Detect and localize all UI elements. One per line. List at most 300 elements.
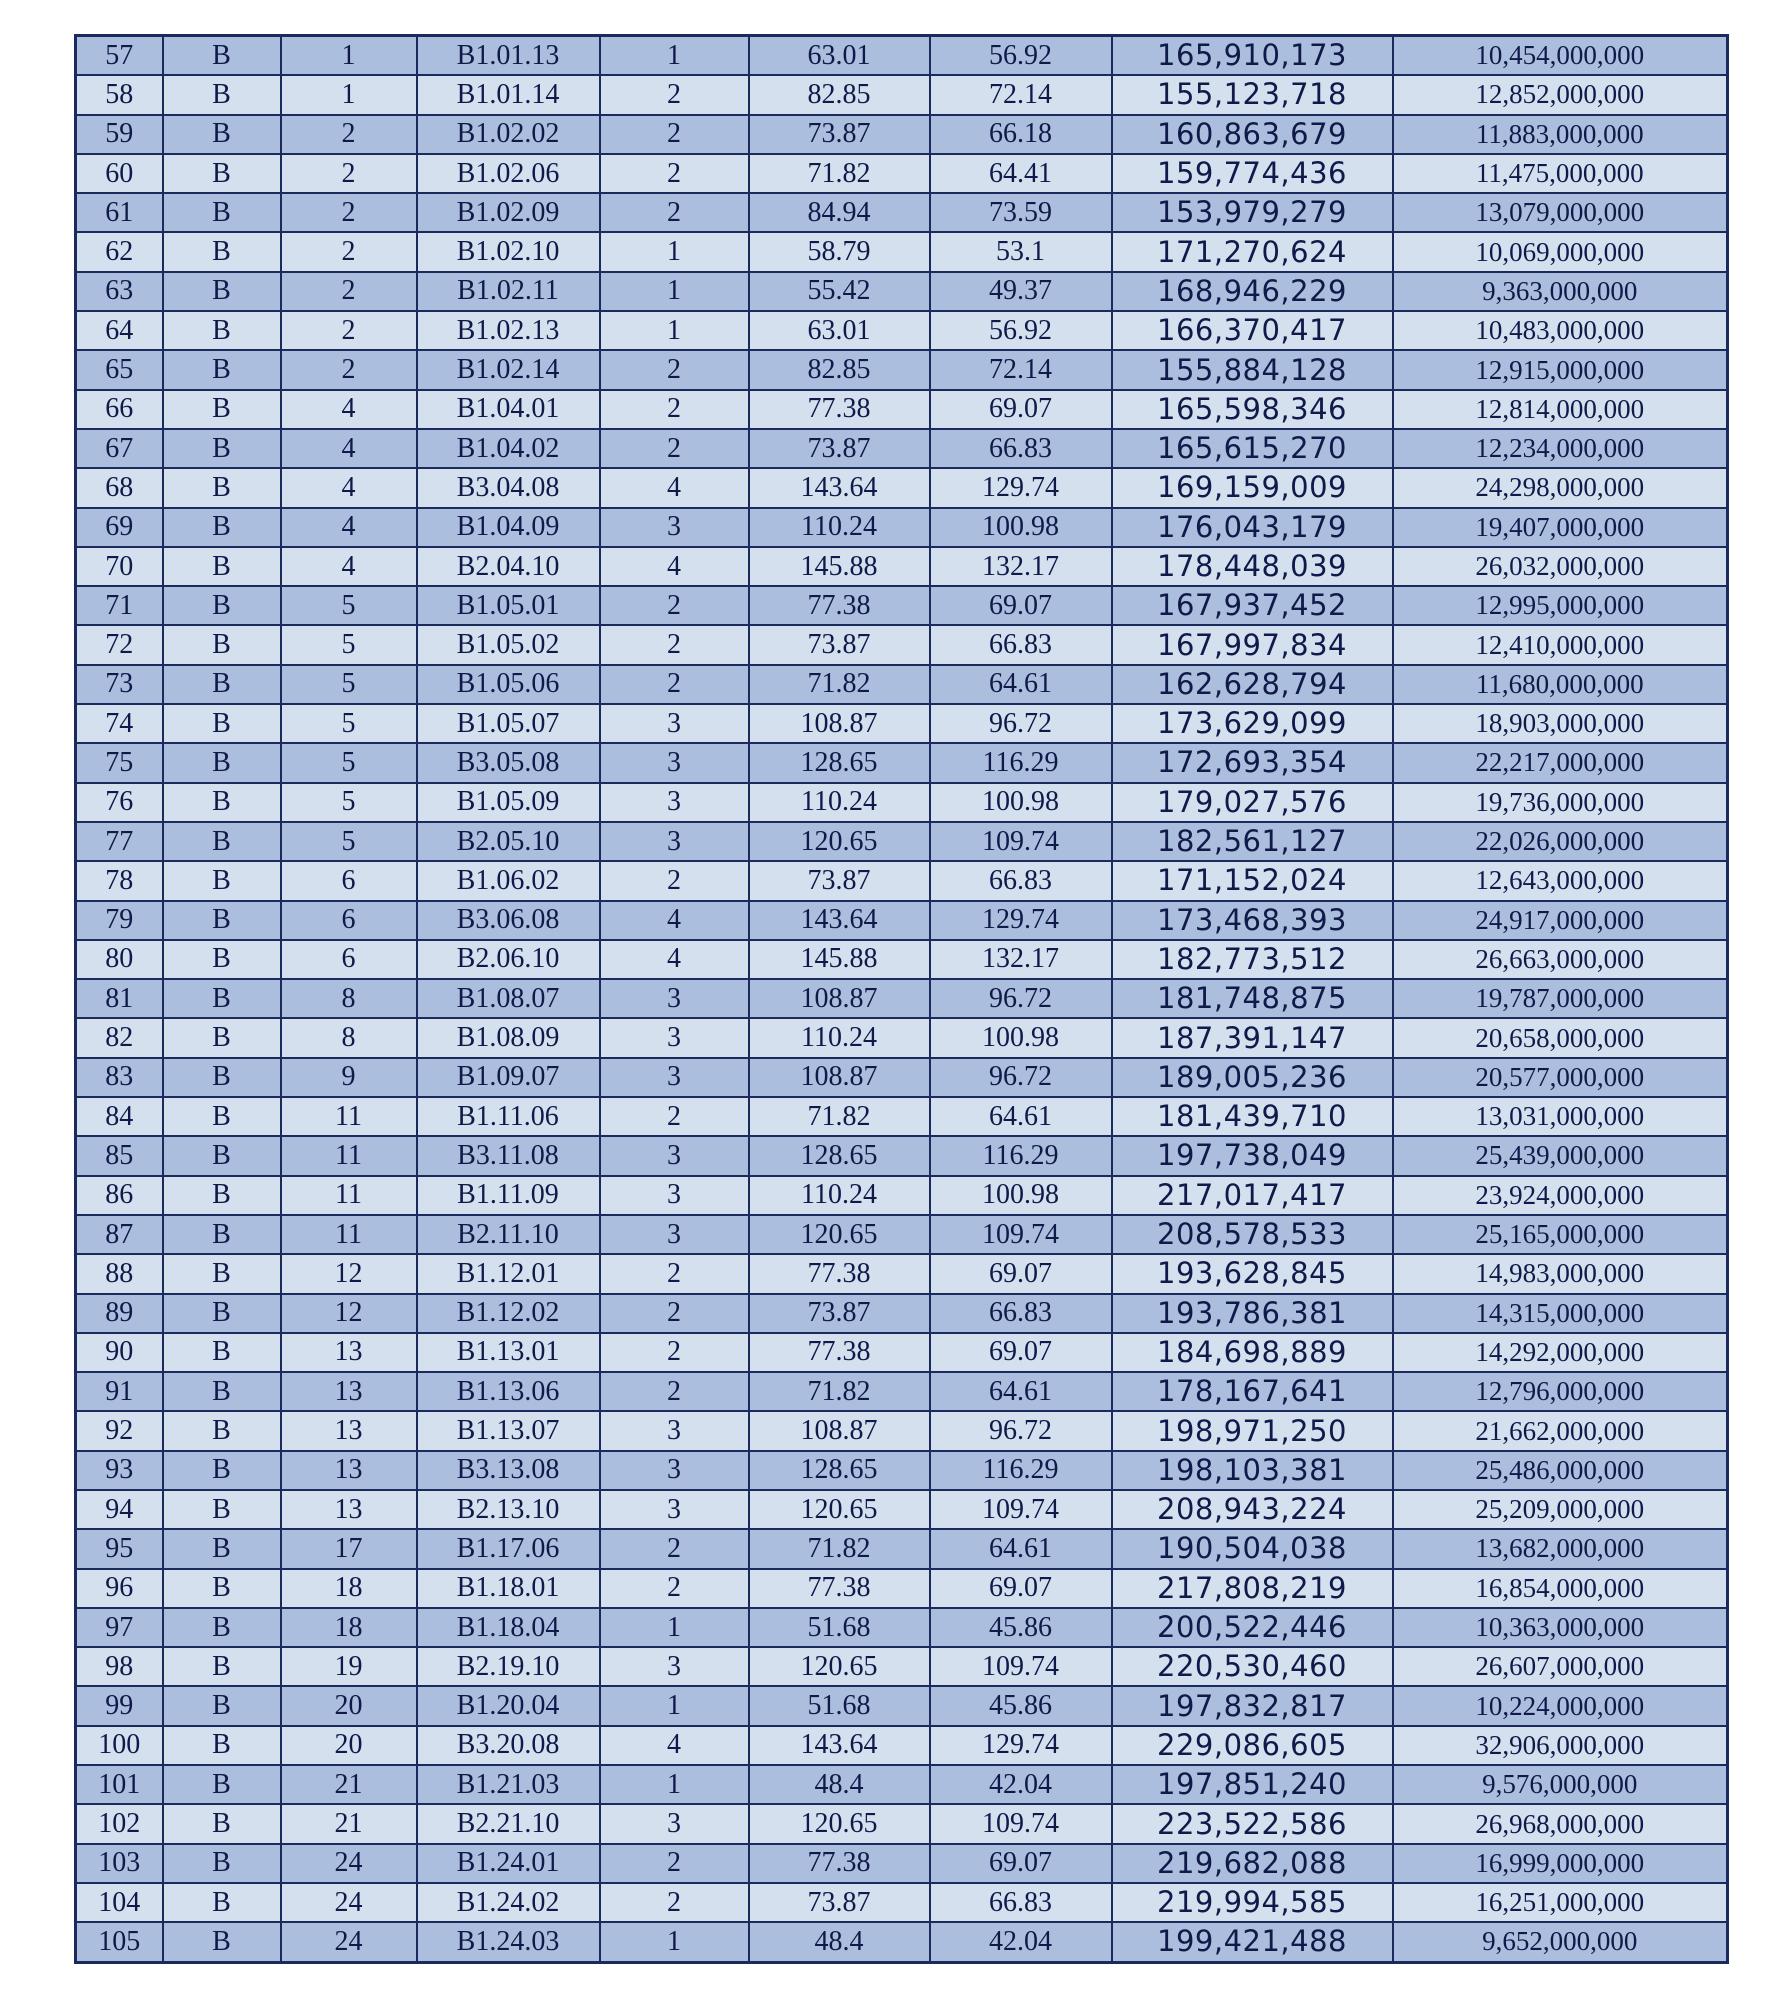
cell-bedrooms: 2 [600, 625, 749, 664]
cell-unit-price: 198,971,250 [1112, 1411, 1393, 1450]
cell-index: 104 [76, 1883, 163, 1922]
cell-floor: 5 [281, 704, 417, 743]
cell-net-area: 132.17 [930, 547, 1112, 586]
cell-floor: 5 [281, 783, 417, 822]
cell-index: 72 [76, 625, 163, 664]
cell-unit-code: B3.05.08 [417, 743, 600, 782]
cell-floor: 2 [281, 350, 417, 389]
cell-block: B [163, 1372, 281, 1411]
cell-total-price: 9,576,000,000 [1393, 1765, 1728, 1804]
table-row [76, 547, 1728, 586]
cell-bedrooms: 4 [600, 547, 749, 586]
cell-total-price: 24,298,000,000 [1393, 468, 1728, 507]
cell-unit-code: B3.13.08 [417, 1451, 600, 1490]
cell-total-price: 11,680,000,000 [1393, 665, 1728, 704]
cell-total-price: 19,736,000,000 [1393, 783, 1728, 822]
cell-index: 83 [76, 1058, 163, 1097]
cell-block: B [163, 1254, 281, 1293]
cell-unit-price: 172,693,354 [1112, 743, 1393, 782]
cell-net-area: 109.74 [930, 1804, 1112, 1843]
cell-block: B [163, 704, 281, 743]
cell-index: 58 [76, 75, 163, 114]
cell-floor: 8 [281, 1018, 417, 1057]
cell-bedrooms: 2 [600, 665, 749, 704]
cell-gross-area: 128.65 [749, 1136, 930, 1175]
cell-gross-area: 110.24 [749, 1018, 930, 1057]
cell-net-area: 64.61 [930, 1097, 1112, 1136]
cell-gross-area: 77.38 [749, 586, 930, 625]
cell-gross-area: 73.87 [749, 429, 930, 468]
cell-floor: 18 [281, 1608, 417, 1647]
cell-floor: 4 [281, 429, 417, 468]
cell-gross-area: 73.87 [749, 1294, 930, 1333]
cell-block: B [163, 1136, 281, 1175]
cell-block: B [163, 508, 281, 547]
cell-unit-code: B1.02.10 [417, 232, 600, 271]
cell-bedrooms: 3 [600, 1490, 749, 1529]
cell-net-area: 116.29 [930, 743, 1112, 782]
cell-total-price: 12,915,000,000 [1393, 350, 1728, 389]
cell-unit-price: 173,629,099 [1112, 704, 1393, 743]
cell-index: 102 [76, 1804, 163, 1843]
cell-bedrooms: 3 [600, 743, 749, 782]
cell-index: 95 [76, 1529, 163, 1568]
cell-total-price: 25,439,000,000 [1393, 1136, 1728, 1175]
cell-net-area: 53.1 [930, 232, 1112, 271]
cell-bedrooms: 3 [600, 1136, 749, 1175]
cell-gross-area: 120.65 [749, 1647, 930, 1686]
cell-gross-area: 48.4 [749, 1922, 930, 1962]
cell-bedrooms: 2 [600, 586, 749, 625]
cell-unit-price: 187,391,147 [1112, 1018, 1393, 1057]
cell-unit-price: 171,152,024 [1112, 861, 1393, 900]
cell-gross-area: 48.4 [749, 1765, 930, 1804]
table-row [76, 1490, 1728, 1529]
cell-floor: 11 [281, 1136, 417, 1175]
cell-unit-code: B1.02.09 [417, 193, 600, 232]
cell-unit-price: 166,370,417 [1112, 311, 1393, 350]
cell-floor: 8 [281, 979, 417, 1018]
table-row [76, 861, 1728, 900]
cell-gross-area: 143.64 [749, 1726, 930, 1765]
table-row [76, 1294, 1728, 1333]
cell-unit-code: B1.24.03 [417, 1922, 600, 1962]
cell-unit-code: B1.13.07 [417, 1411, 600, 1450]
cell-floor: 13 [281, 1411, 417, 1450]
cell-unit-code: B3.04.08 [417, 468, 600, 507]
cell-net-area: 109.74 [930, 822, 1112, 861]
cell-block: B [163, 193, 281, 232]
cell-block: B [163, 1451, 281, 1490]
cell-net-area: 69.07 [930, 1333, 1112, 1372]
cell-index: 91 [76, 1372, 163, 1411]
cell-block: B [163, 1176, 281, 1215]
cell-index: 75 [76, 743, 163, 782]
cell-net-area: 42.04 [930, 1765, 1112, 1804]
cell-unit-price: 171,270,624 [1112, 232, 1393, 271]
cell-index: 103 [76, 1844, 163, 1883]
cell-block: B [163, 1883, 281, 1922]
cell-floor: 6 [281, 861, 417, 900]
cell-unit-price: 193,786,381 [1112, 1294, 1393, 1333]
cell-block: B [163, 1765, 281, 1804]
cell-unit-price: 197,851,240 [1112, 1765, 1393, 1804]
cell-floor: 13 [281, 1451, 417, 1490]
cell-unit-price: 159,774,436 [1112, 154, 1393, 193]
cell-unit-price: 181,748,875 [1112, 979, 1393, 1018]
cell-unit-code: B2.11.10 [417, 1215, 600, 1254]
cell-floor: 4 [281, 508, 417, 547]
cell-unit-code: B1.01.14 [417, 75, 600, 114]
cell-gross-area: 71.82 [749, 665, 930, 704]
table-row [76, 586, 1728, 625]
table-row [76, 901, 1728, 940]
cell-total-price: 19,787,000,000 [1393, 979, 1728, 1018]
cell-unit-price: 193,628,845 [1112, 1254, 1393, 1293]
cell-net-area: 129.74 [930, 468, 1112, 507]
cell-gross-area: 120.65 [749, 1804, 930, 1843]
cell-bedrooms: 2 [600, 75, 749, 114]
cell-bedrooms: 3 [600, 1804, 749, 1843]
cell-index: 76 [76, 783, 163, 822]
cell-block: B [163, 822, 281, 861]
cell-floor: 4 [281, 468, 417, 507]
cell-floor: 20 [281, 1686, 417, 1725]
cell-net-area: 72.14 [930, 75, 1112, 114]
cell-unit-code: B1.04.02 [417, 429, 600, 468]
cell-unit-code: B1.13.06 [417, 1372, 600, 1411]
cell-unit-price: 199,421,488 [1112, 1922, 1393, 1962]
cell-floor: 5 [281, 665, 417, 704]
cell-unit-code: B3.11.08 [417, 1136, 600, 1175]
cell-index: 81 [76, 979, 163, 1018]
cell-gross-area: 128.65 [749, 743, 930, 782]
cell-block: B [163, 1490, 281, 1529]
table-row [76, 311, 1728, 350]
cell-floor: 11 [281, 1097, 417, 1136]
cell-total-price: 10,069,000,000 [1393, 232, 1728, 271]
cell-gross-area: 82.85 [749, 350, 930, 389]
cell-bedrooms: 1 [600, 232, 749, 271]
cell-gross-area: 82.85 [749, 75, 930, 114]
cell-floor: 5 [281, 822, 417, 861]
table-row [76, 783, 1728, 822]
cell-index: 85 [76, 1136, 163, 1175]
cell-index: 68 [76, 468, 163, 507]
cell-gross-area: 110.24 [749, 783, 930, 822]
cell-unit-price: 200,522,446 [1112, 1608, 1393, 1647]
cell-index: 84 [76, 1097, 163, 1136]
cell-gross-area: 55.42 [749, 272, 930, 311]
cell-bedrooms: 2 [600, 429, 749, 468]
cell-bedrooms: 1 [600, 1608, 749, 1647]
table-row [76, 704, 1728, 743]
cell-unit-code: B2.13.10 [417, 1490, 600, 1529]
table-row [76, 1804, 1728, 1843]
cell-net-area: 96.72 [930, 704, 1112, 743]
cell-floor: 2 [281, 311, 417, 350]
cell-total-price: 9,652,000,000 [1393, 1922, 1728, 1962]
cell-unit-code: B1.09.07 [417, 1058, 600, 1097]
cell-bedrooms: 1 [600, 272, 749, 311]
cell-unit-price: 165,615,270 [1112, 429, 1393, 468]
cell-block: B [163, 1647, 281, 1686]
table-row [76, 1726, 1728, 1765]
cell-net-area: 96.72 [930, 979, 1112, 1018]
cell-floor: 18 [281, 1569, 417, 1608]
table-row [76, 979, 1728, 1018]
cell-total-price: 12,814,000,000 [1393, 390, 1728, 429]
cell-total-price: 22,217,000,000 [1393, 743, 1728, 782]
cell-bedrooms: 2 [600, 1294, 749, 1333]
cell-block: B [163, 1018, 281, 1057]
cell-floor: 2 [281, 193, 417, 232]
cell-total-price: 25,486,000,000 [1393, 1451, 1728, 1490]
cell-floor: 5 [281, 586, 417, 625]
cell-bedrooms: 2 [600, 1097, 749, 1136]
table-row [76, 1333, 1728, 1372]
cell-unit-price: 208,943,224 [1112, 1490, 1393, 1529]
cell-net-area: 64.61 [930, 665, 1112, 704]
table-row [76, 1136, 1728, 1175]
cell-bedrooms: 3 [600, 783, 749, 822]
cell-net-area: 64.41 [930, 154, 1112, 193]
table-row [76, 232, 1728, 271]
cell-gross-area: 110.24 [749, 508, 930, 547]
cell-total-price: 13,031,000,000 [1393, 1097, 1728, 1136]
cell-total-price: 14,292,000,000 [1393, 1333, 1728, 1372]
cell-unit-code: B1.21.03 [417, 1765, 600, 1804]
cell-unit-price: 167,937,452 [1112, 586, 1393, 625]
cell-index: 88 [76, 1254, 163, 1293]
cell-unit-price: 178,167,641 [1112, 1372, 1393, 1411]
cell-gross-area: 51.68 [749, 1608, 930, 1647]
table-row [76, 940, 1728, 979]
cell-bedrooms: 3 [600, 508, 749, 547]
cell-unit-code: B1.20.04 [417, 1686, 600, 1725]
cell-index: 70 [76, 547, 163, 586]
cell-floor: 5 [281, 743, 417, 782]
cell-bedrooms: 1 [600, 311, 749, 350]
cell-net-area: 69.07 [930, 1254, 1112, 1293]
cell-net-area: 69.07 [930, 1844, 1112, 1883]
cell-unit-price: 165,910,173 [1112, 36, 1393, 76]
cell-total-price: 12,410,000,000 [1393, 625, 1728, 664]
cell-index: 59 [76, 115, 163, 154]
cell-index: 60 [76, 154, 163, 193]
table-row [76, 1608, 1728, 1647]
table-row [76, 154, 1728, 193]
cell-index: 73 [76, 665, 163, 704]
cell-block: B [163, 1529, 281, 1568]
cell-gross-area: 71.82 [749, 1529, 930, 1568]
cell-bedrooms: 1 [600, 1686, 749, 1725]
cell-bedrooms: 1 [600, 1765, 749, 1804]
table-row [76, 75, 1728, 114]
cell-bedrooms: 3 [600, 1647, 749, 1686]
cell-total-price: 11,883,000,000 [1393, 115, 1728, 154]
cell-net-area: 56.92 [930, 311, 1112, 350]
table-row [76, 350, 1728, 389]
cell-unit-code: B2.19.10 [417, 1647, 600, 1686]
cell-unit-code: B1.11.09 [417, 1176, 600, 1215]
cell-net-area: 64.61 [930, 1529, 1112, 1568]
cell-total-price: 24,917,000,000 [1393, 901, 1728, 940]
table-row [76, 665, 1728, 704]
cell-net-area: 96.72 [930, 1058, 1112, 1097]
cell-block: B [163, 1333, 281, 1372]
unit-price-table [74, 34, 1729, 1964]
cell-bedrooms: 2 [600, 193, 749, 232]
cell-net-area: 69.07 [930, 1569, 1112, 1608]
cell-index: 86 [76, 1176, 163, 1215]
cell-floor: 1 [281, 36, 417, 76]
cell-gross-area: 77.38 [749, 1333, 930, 1372]
cell-unit-code: B1.17.06 [417, 1529, 600, 1568]
cell-gross-area: 63.01 [749, 311, 930, 350]
cell-bedrooms: 2 [600, 1372, 749, 1411]
cell-block: B [163, 1844, 281, 1883]
cell-unit-price: 198,103,381 [1112, 1451, 1393, 1490]
cell-net-area: 64.61 [930, 1372, 1112, 1411]
cell-unit-price: 181,439,710 [1112, 1097, 1393, 1136]
cell-index: 74 [76, 704, 163, 743]
cell-net-area: 116.29 [930, 1136, 1112, 1175]
cell-block: B [163, 665, 281, 704]
cell-index: 96 [76, 1569, 163, 1608]
cell-block: B [163, 1804, 281, 1843]
cell-block: B [163, 1608, 281, 1647]
cell-index: 61 [76, 193, 163, 232]
cell-net-area: 129.74 [930, 1726, 1112, 1765]
cell-index: 92 [76, 1411, 163, 1450]
cell-index: 66 [76, 390, 163, 429]
table-row [76, 193, 1728, 232]
cell-index: 100 [76, 1726, 163, 1765]
cell-floor: 12 [281, 1254, 417, 1293]
cell-index: 101 [76, 1765, 163, 1804]
cell-unit-price: 179,027,576 [1112, 783, 1393, 822]
cell-total-price: 20,577,000,000 [1393, 1058, 1728, 1097]
cell-unit-price: 176,043,179 [1112, 508, 1393, 547]
cell-floor: 24 [281, 1883, 417, 1922]
cell-unit-price: 184,698,889 [1112, 1333, 1393, 1372]
cell-gross-area: 73.87 [749, 115, 930, 154]
cell-bedrooms: 4 [600, 940, 749, 979]
cell-net-area: 66.83 [930, 1883, 1112, 1922]
table-row [76, 272, 1728, 311]
cell-floor: 13 [281, 1490, 417, 1529]
cell-unit-code: B1.08.07 [417, 979, 600, 1018]
cell-index: 105 [76, 1922, 163, 1962]
cell-bedrooms: 2 [600, 390, 749, 429]
cell-block: B [163, 429, 281, 468]
cell-unit-code: B1.06.02 [417, 861, 600, 900]
cell-total-price: 18,903,000,000 [1393, 704, 1728, 743]
cell-unit-code: B1.04.09 [417, 508, 600, 547]
cell-floor: 9 [281, 1058, 417, 1097]
cell-gross-area: 71.82 [749, 154, 930, 193]
cell-unit-price: 169,159,009 [1112, 468, 1393, 507]
cell-unit-code: B1.13.01 [417, 1333, 600, 1372]
cell-index: 97 [76, 1608, 163, 1647]
cell-unit-code: B1.04.01 [417, 390, 600, 429]
cell-bedrooms: 2 [600, 154, 749, 193]
cell-unit-code: B1.11.06 [417, 1097, 600, 1136]
cell-unit-price: 173,468,393 [1112, 901, 1393, 940]
cell-floor: 19 [281, 1647, 417, 1686]
cell-unit-code: B1.02.02 [417, 115, 600, 154]
cell-bedrooms: 3 [600, 822, 749, 861]
cell-floor: 1 [281, 75, 417, 114]
cell-floor: 6 [281, 901, 417, 940]
cell-unit-code: B2.21.10 [417, 1804, 600, 1843]
cell-block: B [163, 468, 281, 507]
cell-bedrooms: 1 [600, 36, 749, 76]
cell-unit-price: 190,504,038 [1112, 1529, 1393, 1568]
cell-index: 98 [76, 1647, 163, 1686]
cell-gross-area: 108.87 [749, 704, 930, 743]
cell-unit-price: 162,628,794 [1112, 665, 1393, 704]
cell-unit-code: B1.02.06 [417, 154, 600, 193]
cell-block: B [163, 1922, 281, 1962]
table-row [76, 390, 1728, 429]
cell-gross-area: 77.38 [749, 1569, 930, 1608]
cell-unit-price: 160,863,679 [1112, 115, 1393, 154]
cell-unit-price: 208,578,533 [1112, 1215, 1393, 1254]
cell-unit-price: 155,123,718 [1112, 75, 1393, 114]
cell-total-price: 26,607,000,000 [1393, 1647, 1728, 1686]
cell-unit-price: 229,086,605 [1112, 1726, 1393, 1765]
cell-index: 65 [76, 350, 163, 389]
cell-unit-price: 197,832,817 [1112, 1686, 1393, 1725]
cell-bedrooms: 4 [600, 901, 749, 940]
table-row [76, 743, 1728, 782]
cell-gross-area: 77.38 [749, 390, 930, 429]
cell-block: B [163, 586, 281, 625]
cell-gross-area: 73.87 [749, 625, 930, 664]
cell-block: B [163, 350, 281, 389]
cell-total-price: 12,852,000,000 [1393, 75, 1728, 114]
cell-total-price: 23,924,000,000 [1393, 1176, 1728, 1215]
cell-index: 90 [76, 1333, 163, 1372]
cell-net-area: 109.74 [930, 1647, 1112, 1686]
cell-gross-area: 73.87 [749, 1883, 930, 1922]
cell-block: B [163, 861, 281, 900]
table-row [76, 468, 1728, 507]
table-row [76, 1844, 1728, 1883]
cell-gross-area: 108.87 [749, 1411, 930, 1450]
cell-unit-code: B1.02.11 [417, 272, 600, 311]
cell-block: B [163, 75, 281, 114]
cell-bedrooms: 2 [600, 1254, 749, 1293]
cell-bedrooms: 2 [600, 1883, 749, 1922]
cell-total-price: 14,983,000,000 [1393, 1254, 1728, 1293]
cell-unit-code: B1.02.13 [417, 311, 600, 350]
cell-floor: 4 [281, 547, 417, 586]
table-row [76, 1254, 1728, 1293]
cell-net-area: 132.17 [930, 940, 1112, 979]
cell-total-price: 21,662,000,000 [1393, 1411, 1728, 1450]
cell-total-price: 25,165,000,000 [1393, 1215, 1728, 1254]
cell-gross-area: 77.38 [749, 1254, 930, 1293]
cell-floor: 13 [281, 1333, 417, 1372]
cell-unit-code: B3.20.08 [417, 1726, 600, 1765]
cell-net-area: 116.29 [930, 1451, 1112, 1490]
cell-block: B [163, 743, 281, 782]
cell-gross-area: 120.65 [749, 1490, 930, 1529]
cell-floor: 13 [281, 1372, 417, 1411]
